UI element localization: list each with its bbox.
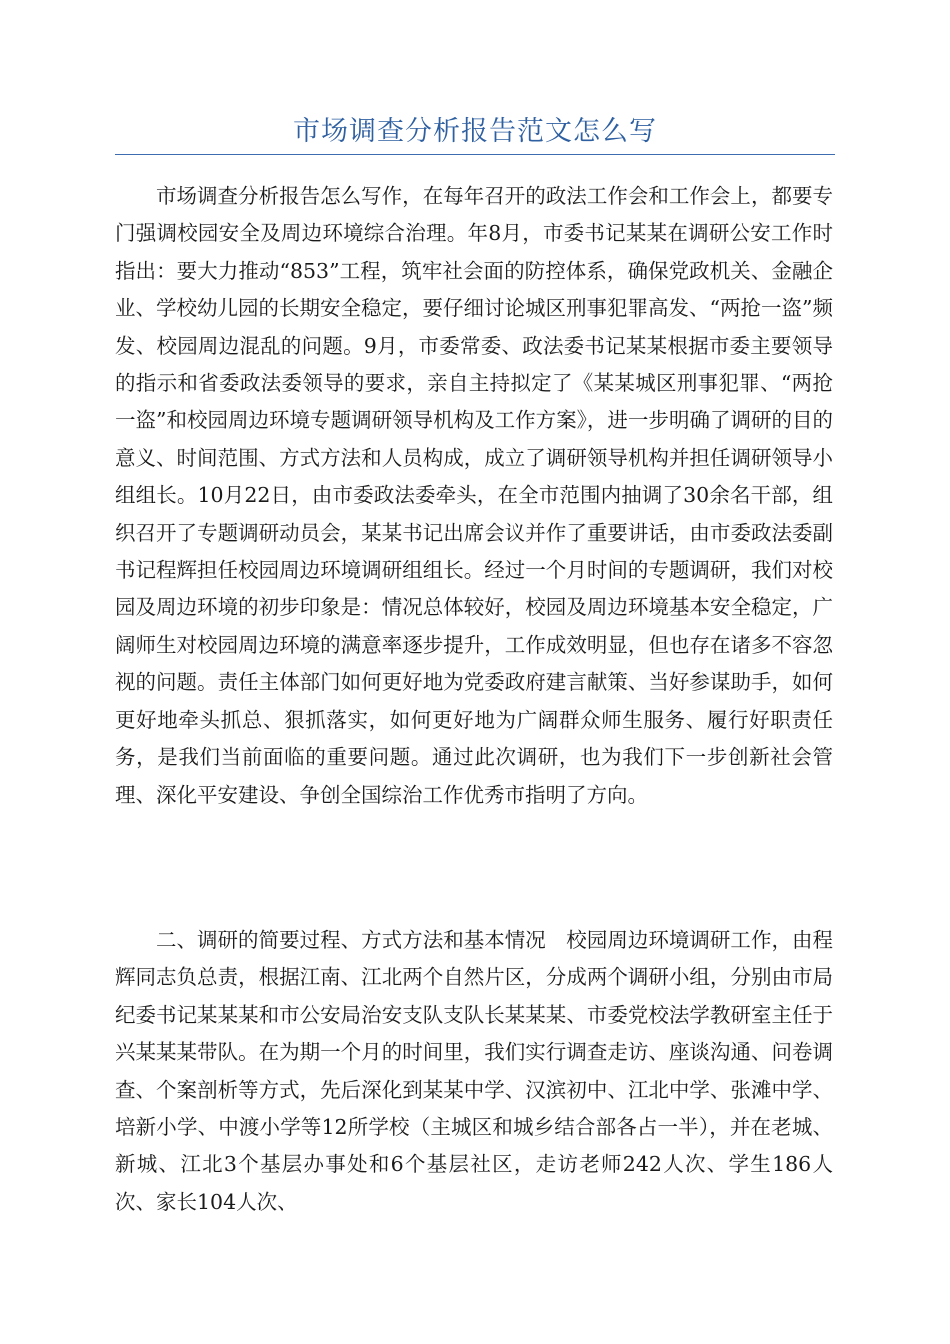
title-underline bbox=[115, 154, 835, 155]
document-title: 市场调查分析报告范文怎么写 bbox=[293, 116, 657, 147]
body-paragraph-1: 市场调查分析报告怎么写作，在每年召开的政法工作会和工作会上，都要专门强调校园安全及周边环境综合治理。年8月，市委书记某某在调研公安工作时指出：要大力推动“853”工程，筑牢社会面的防控体系，确保党政机关、金融企业、学校幼儿园的长期安全稳定，要仔细讨论城区刑事犯罪高发、“两抢一盗”频发、校园周边混乱的问题。9月，市委常委、政法委书记某某根据市委主要领导的指示和省委政法委领导的要求，亲自主持拟定了《某某城区刑事犯罪、“两抢一盗”和校园周边环境专题调研领导机构及工作方案》，进一步明确了调研的目的意义、时间范围、方式方法和人员构成，成立了调研领导机构并担任调研领导小组组长。10月22日，由市委政法委牵头，在全市范围内抽调了30余名干部，组织召开了专题调研动员会，某某书记出席会议并作了重要讲话，由市委政法委副书记程辉担任校园周边环境调研组组长。经过一个月时间的专题调研，我们对校园及周边环境的初步印象是：情况总体较好，校园及周边环境基本安全稳定，广阔师生对校园周边环境的满意率逐步提升，工作成效明显，但也存在诸多不容忽视的问题。责任主体部门如何更好地为党委政府建言献策、当好参谋助手，如何更好地牵头抓总、狠抓落实，如何更好地为广阔群众师生服务、履行好职责任务，是我们当前面临的重要问题。通过此次调研，也为我们下一步创新社会管理、深化平安建设、争创全国综治工作优秀市指明了方向。 bbox=[115, 184, 833, 807]
body-paragraph-2: 二、调研的简要过程、方式方法和基本情况 校园周边环境调研工作，由程辉同志负总责，根据江南、江北两个自然片区，分成两个调研小组，分别由市局纪委书记某某某和市公安局治安支队支队长某某某、市委党校法学教研室主任于兴某某某带队。在为期一个月的时间里，我们实行调查走访、座谈沟通、问卷调查、个案剖析等方式，先后深化到某某中学、汉滨初中、江北中学、张滩中学、培新小学、中渡小学等12所学校（主城区和城乡结合部各占一半），并在老城、新城、江北3个基层办事处和6个基层社区，走访老师242人次、学生186人次、家长104人次、 bbox=[115, 928, 833, 1214]
